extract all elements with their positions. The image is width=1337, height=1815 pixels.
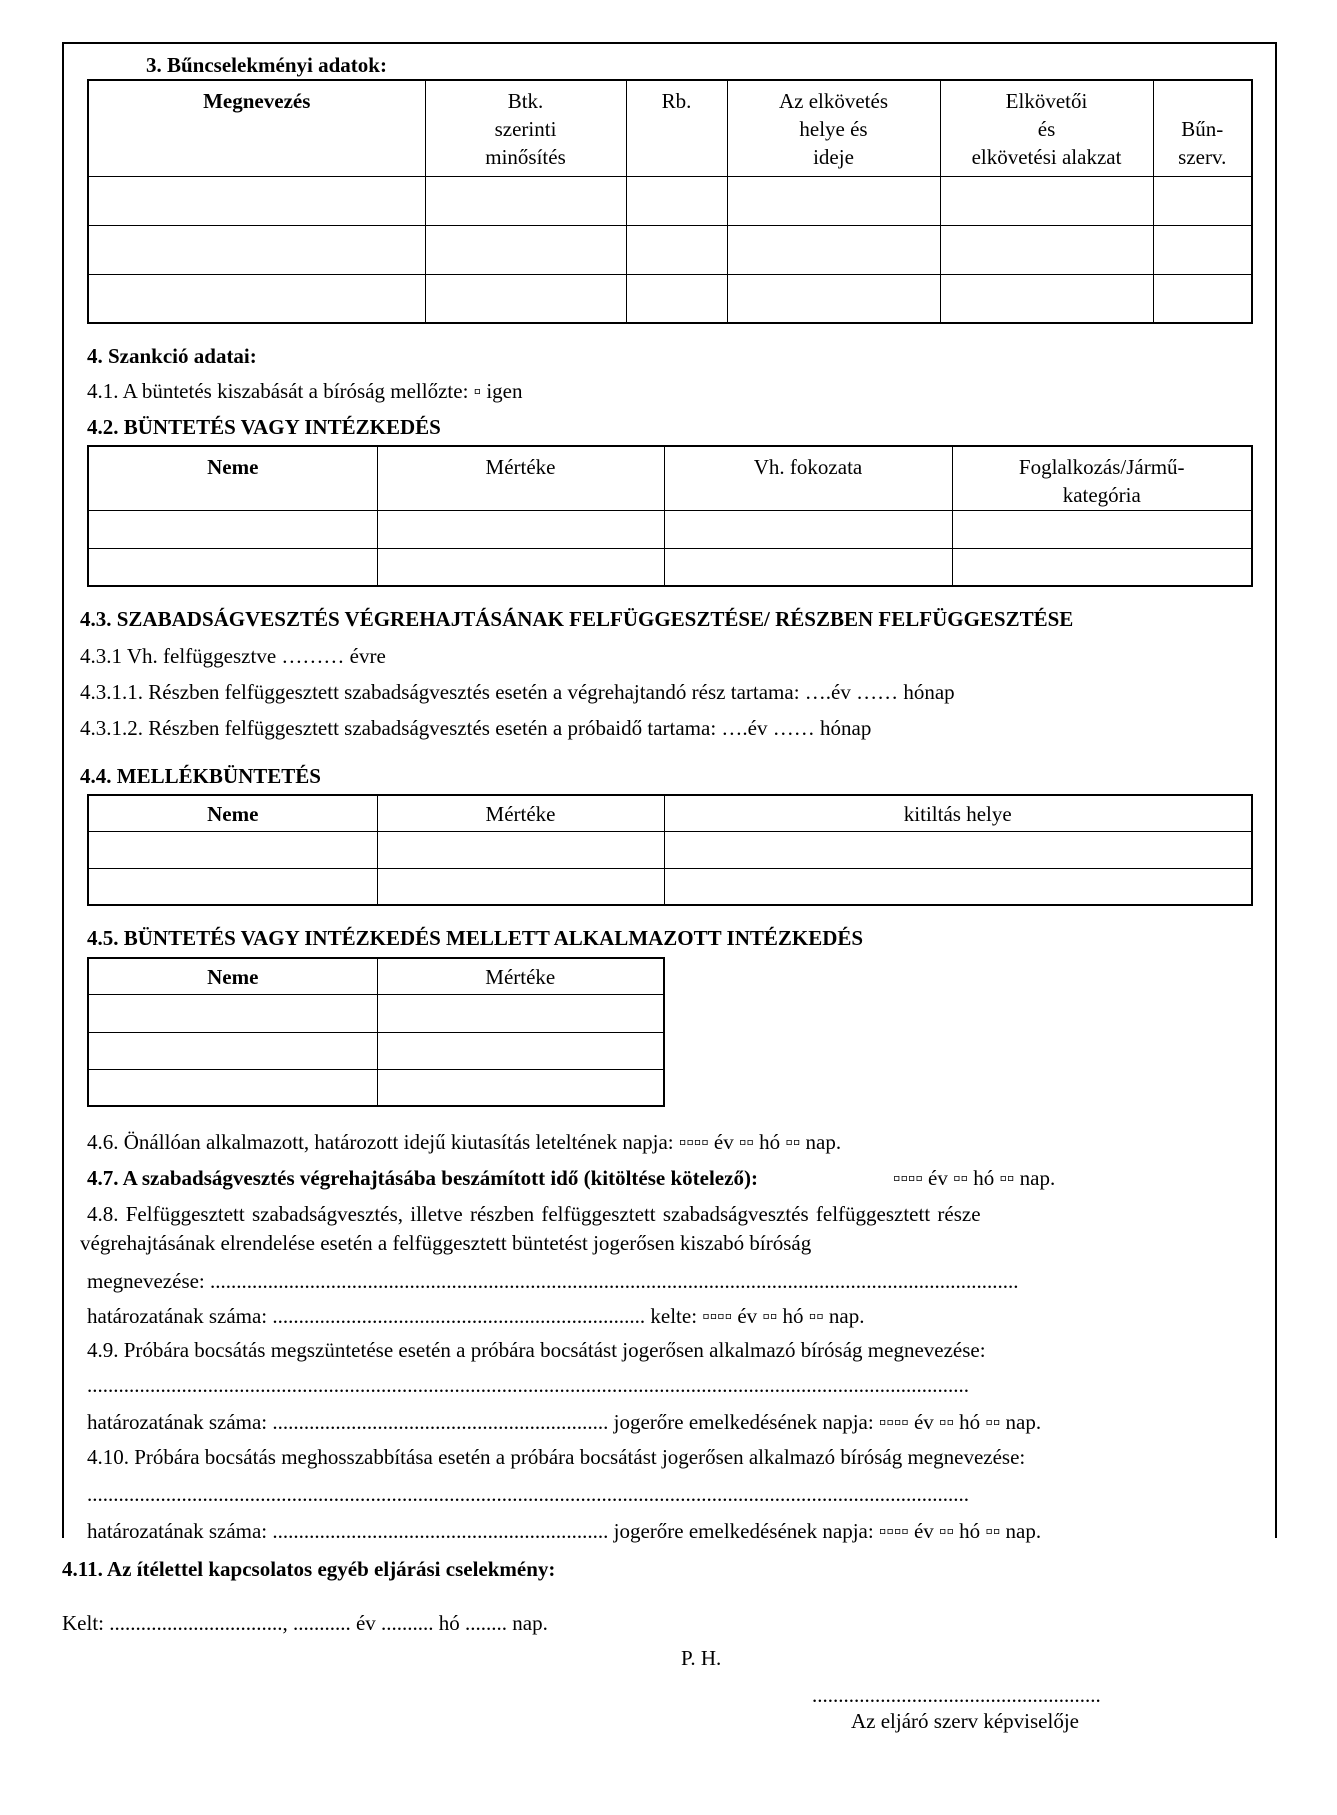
table-row — [88, 225, 1252, 274]
section-4-title: 4. Szankció adatai: — [87, 344, 257, 368]
col-header-neme: Neme — [88, 958, 377, 994]
section-3-title: 3. Bűncselekményi adatok: — [146, 53, 387, 77]
col-header-bunszerv: Bűn- szerv. — [1153, 80, 1252, 176]
table-row — [88, 548, 1252, 586]
line-4-7: 4.7. A szabadságvesztés végrehajtásába beszámított idő (kitöltése kötelező): — [87, 1166, 758, 1190]
col-header-kitiltas-helye: kitiltás helye — [664, 795, 1252, 831]
line-4-1: 4.1. A büntetés kiszabását a bíróság mellőzte: ▫ igen — [87, 379, 523, 403]
line-4-10-a: 4.10. Próbára bocsátás meghosszabbítása esetén a próbára bocsátást jogerősen alkalmazó bíróság megnevezése: — [87, 1445, 1026, 1469]
line-4-9-c: határozatának száma: ................................................................ jogerőre emelkedésének napja: ▫▫▫▫ év ▫▫ hó ▫▫ nap. — [87, 1410, 1042, 1434]
page-frame-right — [1275, 42, 1277, 1538]
table-row — [88, 1069, 664, 1106]
col-header-neme: Neme — [88, 795, 377, 831]
line-4-8-b: végrehajtásának elrendelése esetén a felfüggesztett büntetést jogerősen kiszabó bíróság — [80, 1231, 812, 1255]
line-4-6: 4.6. Önállóan alkalmazott, határozott idejű kiutasítás leteltének napja: ▫▫▫▫ év ▫▫ hó ▫▫ nap. — [87, 1130, 842, 1154]
col-header-elkovetes-helye: Az elkövetés helye és ideje — [727, 80, 940, 176]
additional-penalty-table — [87, 794, 1253, 906]
signature-label: Az eljáró szerv képviselője — [851, 1709, 1079, 1733]
crime-data-table — [87, 79, 1253, 324]
col-header-rb: Rb. — [626, 80, 727, 176]
line-4-10-b: ........................................................................................................................................................................ — [87, 1482, 969, 1506]
signature-line: ....................................................... — [812, 1683, 1101, 1707]
section-4-5-title: 4.5. BÜNTETÉS VAGY INTÉZKEDÉS MELLETT ALKALMAZOTT INTÉZKEDÉS — [87, 926, 864, 950]
col-header-merteke: Mértéke — [377, 795, 664, 831]
col-header-merteke: Mértéke — [377, 958, 664, 994]
line-4-10-c: határozatának száma: ................................................................ jogerőre emelkedésének napja: ▫▫▫▫ év ▫▫ hó ▫▫ nap. — [87, 1519, 1042, 1543]
table-row — [88, 868, 1252, 905]
col-header-neme: Neme — [88, 446, 377, 510]
col-header-megnevezes: Megnevezés — [88, 80, 425, 176]
page-frame-top — [62, 42, 1277, 44]
col-header-foglalkozas: Foglalkozás/Jármű- kategória — [952, 446, 1252, 510]
line-4-8-c: megnevezése: .......................................................................................................................................................... — [87, 1269, 1019, 1293]
table-row — [88, 1032, 664, 1069]
kelt-line: Kelt: ................................., ........... év .......... hó ........ nap. — [62, 1611, 548, 1635]
penalty-table — [87, 445, 1253, 587]
page-frame-left — [62, 42, 64, 1538]
line-4-8-d: határozatának száma: ....................................................................... kelte: ▫▫▫▫ év ▫▫ hó ▫▫ nap. — [87, 1304, 865, 1328]
col-header-elkovetoi-alakzat: Elkövetői és elkövetési alakzat — [940, 80, 1153, 176]
line-4-9-a: 4.9. Próbára bocsátás megszüntetése esetén a próbára bocsátást jogerősen alkalmazó bíróság megnevezése: — [87, 1338, 986, 1362]
line-4-8-a: 4.8. Felfüggesztett szabadságvesztés, illetve részben felfüggesztett szabadságvesztés felfüggesztett része — [87, 1202, 981, 1226]
table-row — [88, 176, 1252, 225]
col-header-btk: Btk. szerinti minősítés — [425, 80, 626, 176]
ph-stamp-mark: P. H. — [681, 1646, 722, 1670]
table-row — [88, 994, 664, 1032]
measure-table — [87, 957, 665, 1107]
section-4-4-title: 4.4. MELLÉKBÜNTETÉS — [80, 764, 321, 788]
section-4-11-title: 4.11. Az ítélettel kapcsolatos egyéb eljárási cselekmény: — [62, 1557, 556, 1581]
table-row — [88, 510, 1252, 548]
section-4-2-title: 4.2. BÜNTETÉS VAGY INTÉZKEDÉS — [87, 415, 441, 439]
line-4-3-1: 4.3.1 Vh. felfüggesztve ……… évre — [80, 644, 386, 668]
section-4-3-title: 4.3. SZABADSÁGVESZTÉS VÉGREHAJTÁSÁNAK FELFÜGGESZTÉSE/ RÉSZBEN FELFÜGGESZTÉSE — [80, 607, 1074, 631]
col-header-vh-fokozata: Vh. fokozata — [664, 446, 952, 510]
col-header-merteke: Mértéke — [377, 446, 664, 510]
line-4-3-1-1: 4.3.1.1. Részben felfüggesztett szabadságvesztés esetén a végrehajtandó rész tartama: ….év …… hónap — [80, 680, 955, 704]
line-4-7-date: ▫▫▫▫ év ▫▫ hó ▫▫ nap. — [893, 1166, 1056, 1190]
line-4-9-b: ........................................................................................................................................................................ — [87, 1373, 969, 1397]
line-4-3-1-2: 4.3.1.2. Részben felfüggesztett szabadságvesztés esetén a próbaidő tartama: ….év …… hónap — [80, 716, 872, 740]
table-row — [88, 274, 1252, 323]
table-row — [88, 831, 1252, 868]
